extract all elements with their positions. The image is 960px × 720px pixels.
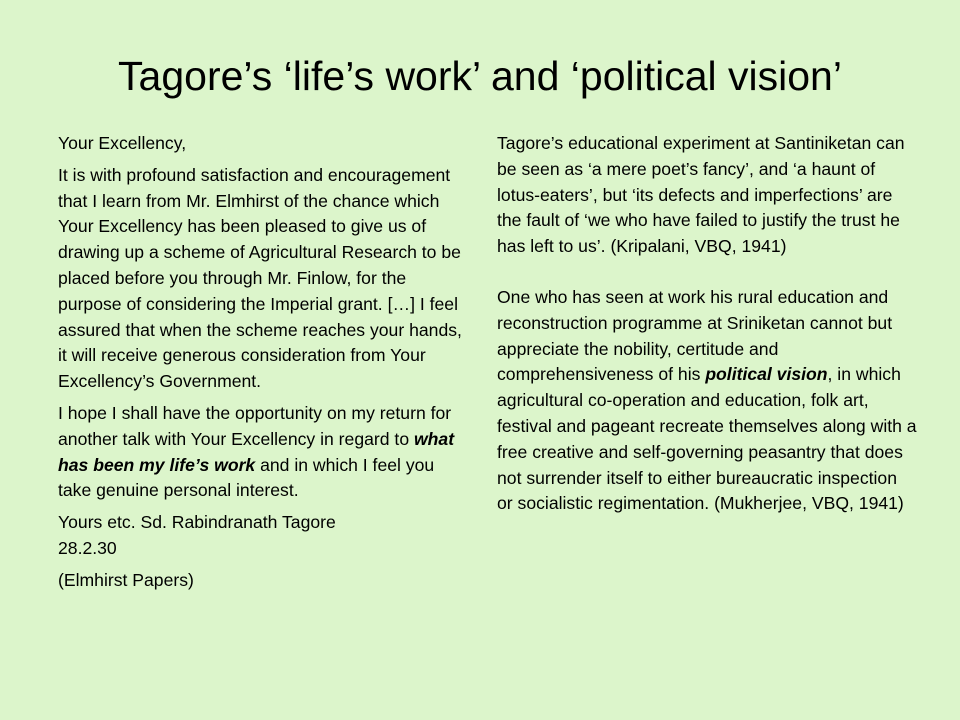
letter-date: 28.2.30 xyxy=(58,537,117,558)
letter-signoff-line-1: Yours etc. Sd. Rabindranath Tagore xyxy=(58,512,336,533)
commentary-column xyxy=(497,131,917,517)
letter-paragraph-2-text-b: and in which I feel you take genuine personal interest. xyxy=(58,454,435,501)
letter-column xyxy=(58,131,468,594)
letter-paragraph-2-text-a: I hope I shall have the opportunity on my return for another talk with Your Excellency in regard to xyxy=(58,402,452,449)
letter-paragraph-2 xyxy=(58,401,468,504)
letter-source: (Elmhirst Papers) xyxy=(58,569,194,590)
letter-salutation: Your Excellency, xyxy=(58,133,187,153)
commentary-paragraph-2-text-b: , in which agricultural co-operation and education, folk art, festival and pageant recreate themselves along with a free creative and self-governing peasantry that does not surrender itself to either bureaucratic inspection or socialistic regimentation. (Mukherjee, VBQ, 1941) xyxy=(497,364,917,514)
commentary-paragraph-2 xyxy=(497,285,917,517)
letter-paragraph-1: It is with profound satisfaction and encouragement that I learn from Mr. Elmhirst of the chance which Your Excellency has been pleased to give us of drawing up a scheme of Agricultural Research to be placed before you through Mr. Finlow, for the purpose of considering the Imperial grant. […] I feel assured that when the scheme reaches your hands, it will receive generous consideration from Your Excellency’s Government. xyxy=(58,164,462,392)
political-vision-emphasis: political vision xyxy=(705,364,828,385)
letter-signoff xyxy=(58,510,468,562)
commentary-paragraph-2-text-a: One who has seen at work his rural education and reconstruction programme at Sriniketan cannot but appreciate the nobility, certitude and comprehensiveness of his xyxy=(497,286,893,385)
commentary-paragraph-1: Tagore’s educational experiment at Santiniketan can be seen as ‘a mere poet’s fancy’, and ‘a haunt of lotus-eaters’, but ‘its defects and imperfections’ are the fault of ‘we who have failed to justify the trust he has left to us’. (Kripalani, VBQ, 1941) xyxy=(497,133,905,257)
slide-title: Tagore’s ‘life’s work’ and ‘political vision’ xyxy=(118,53,842,99)
life-work-emphasis: what has been my life’s work xyxy=(58,428,455,475)
